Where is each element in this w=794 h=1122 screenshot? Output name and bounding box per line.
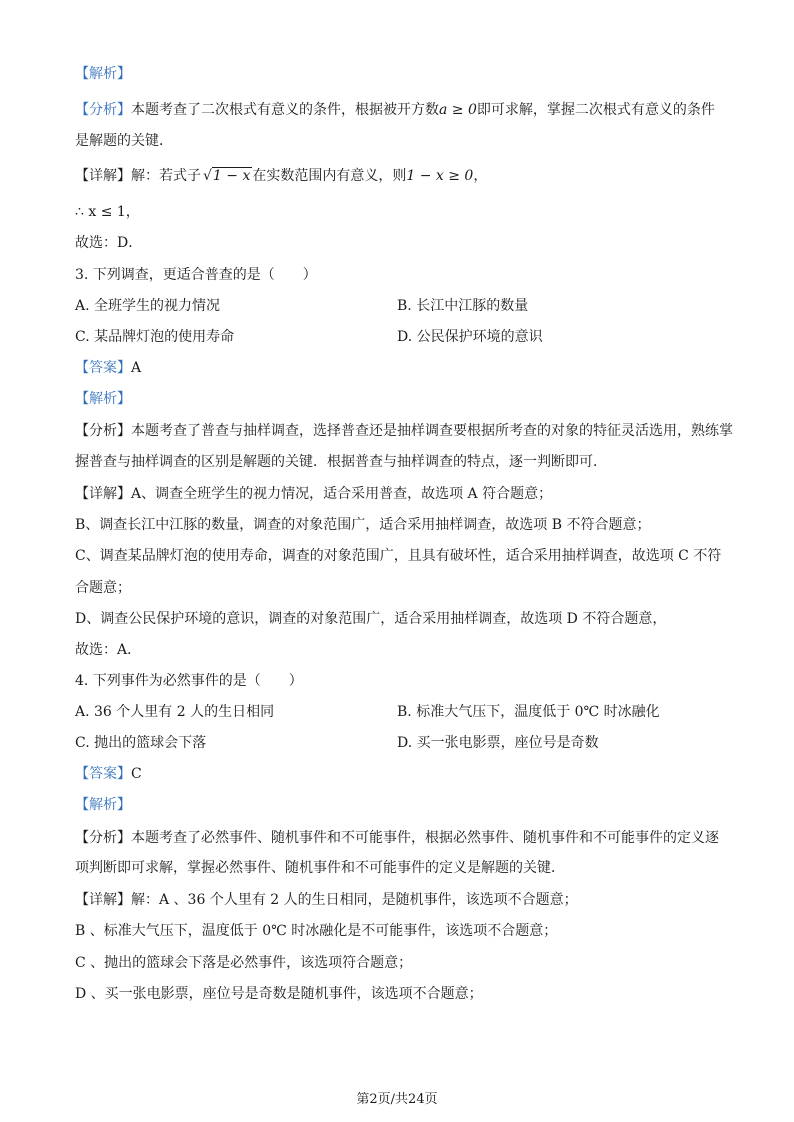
section-tag-xiangjie: 【详解】 (75, 168, 131, 184)
q3-answer-line (75, 358, 141, 378)
sqrt-symbol: √ (203, 168, 212, 184)
q4-jiexi-tag: 【解析】 (75, 797, 131, 813)
q3-answer-value: A (131, 360, 142, 376)
answer-tag: 【答案】 (75, 360, 131, 376)
q3-option-c: C. 某品牌灯泡的使用寿命 (75, 329, 235, 345)
q2-analysis-line-2: 是解题的关键． (75, 133, 173, 149)
q3-jiexi-tag: 【解析】 (75, 391, 131, 407)
q3-detail-b: B、调查长江中江豚的数量，调查的对象范围广，适合采用抽样调查，故选项 B 不符合题意； (75, 517, 651, 533)
q4-option-c: C. 抛出的篮球会下落 (75, 735, 207, 751)
q3-option-b: B. 长江中江豚的数量 (397, 298, 529, 314)
q3-analysis-text: 本题考查了普查与抽样调查，选择普查还是抽样调查要根据所考查的对象的特征灵活选用，熟练掌 (131, 423, 733, 439)
q2-detail-text-b: 在实数范围内有意义，则 (252, 168, 407, 184)
q3-analysis-line-2: 握普查与抽样调查的区别是解题的关键．根据普查与抽样调查的特点，逐一判断即可． (75, 454, 607, 470)
q3-detail-d: D、调查公民保护环境的意识，调查的对象范围广，适合采用抽样调查，故选项 D 不符合题意， (75, 611, 667, 627)
sqrt-radicand: 1 − x (212, 168, 251, 184)
q2-detail-text-c: ， (473, 168, 488, 184)
q4-detail-line-1 (75, 890, 578, 910)
q3-question: 3. 下列调查，更适合普查的是（ ） (75, 267, 317, 283)
q4-analysis-line-2: 项判断即可求解，掌握必然事件、随机事件和不可能事件的定义是解题的关键． (75, 860, 565, 876)
q2-choose-line: 故选：D． (75, 235, 143, 251)
q2-detail-math: 1 − x ≥ 0 (406, 168, 474, 184)
q4-detail-c: C 、抛出的篮球会下落是必然事件，该选项符合题意； (75, 955, 413, 971)
q4-xiangjie-tag: 【详解】 (75, 892, 131, 908)
q2-therefore-line: ∴ x ≤ 1， (75, 204, 140, 220)
q2-detail-text-a: 解：若式子 (131, 168, 201, 184)
q3-option-d: D. 公民保护环境的意识 (397, 329, 543, 345)
q3-analysis-line-1 (75, 421, 733, 441)
q3-fenxi-tag: 【分析】 (75, 423, 131, 439)
q2-analysis-line-1 (75, 100, 715, 120)
q3-option-a: A. 全班学生的视力情况 (75, 298, 221, 314)
section-tag-jiexi: 【解析】 (75, 66, 131, 82)
q4-option-a: A. 36 个人里有 2 人的生日相同 (75, 704, 275, 720)
sqrt-expression (203, 166, 252, 186)
q4-detail-text: 解：A 、36 个人里有 2 人的生日相同，是随机事件，该选项不合题意； (131, 892, 578, 908)
section-tag-fenxi: 【分析】 (75, 102, 131, 118)
q4-option-b: B. 标准大气压下，温度低于 0℃ 时冰融化 (397, 704, 660, 720)
q4-detail-b: B 、标准大气压下，温度低于 0℃ 时冰融化是不可能事件，该选项不合题意； (75, 923, 558, 939)
q3-detail-c-1: C、调查某品牌灯泡的使用寿命，调查的对象范围广，且具有破坏性，适合采用抽样调查，故选项 C 不符 (75, 548, 722, 564)
q4-analysis-line-1 (75, 828, 719, 848)
q4-answer-tag: 【答案】 (75, 766, 131, 782)
q4-answer-line (75, 764, 142, 784)
q3-xiangjie-tag: 【详解】 (75, 486, 131, 502)
q4-question: 4. 下列事件为必然事件的是（ ） (75, 673, 303, 689)
q2-analysis-text-b: 即可求解，掌握二次根式有意义的条件 (476, 102, 715, 118)
q2-analysis-math: a ≥ 0 (439, 102, 477, 118)
q3-detail-line-1 (75, 484, 552, 504)
q2-analysis-text-a: 本题考查了二次根式有意义的条件，根据被开方数 (131, 102, 439, 118)
q3-detail-text: A、调查全班学生的视力情况，适合采用普查，故选项 A 符合题意； (131, 486, 553, 502)
q4-fenxi-tag: 【分析】 (75, 830, 131, 846)
q3-detail-c-2: 合题意； (75, 580, 131, 596)
q2-detail-line-1 (75, 166, 487, 186)
q4-detail-d: D 、买一张电影票，座位号是奇数是随机事件，该选项不合题意； (75, 986, 483, 1002)
q4-answer-value: C (131, 766, 142, 782)
page-number-footer: 第2页/共24页 (356, 1092, 438, 1107)
q4-option-d: D. 买一张电影票，座位号是奇数 (397, 735, 599, 751)
q4-analysis-text: 本题考查了必然事件、随机事件和不可能事件，根据必然事件、随机事件和不可能事件的定义逐 (131, 830, 719, 846)
q3-choose-line: 故选：A． (75, 642, 142, 658)
